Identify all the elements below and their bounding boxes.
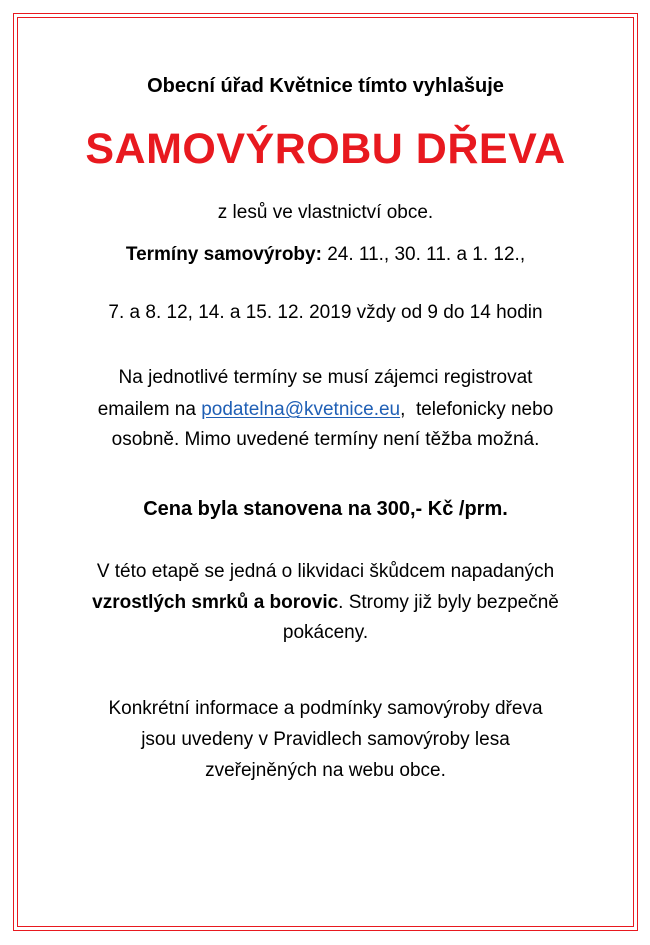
registration-line-2-before: emailem na: [97, 399, 202, 420]
info-line-3: zveřejněných na webu obce.: [205, 760, 446, 781]
dates-line-1: [17, 243, 634, 267]
price-line: Cena byla stanovena na 300,- Kč /prm.: [143, 498, 508, 520]
info-line-2: jsou uvedeny v Pravidlech samovýroby lesa: [141, 729, 510, 750]
registration-line-3: osobně. Mimo uvedené termíny není těžba možná.: [111, 429, 540, 450]
notice-content: [17, 17, 634, 927]
dates-line-1-rest: 24. 11., 30. 11. a 1. 12.,: [321, 244, 526, 265]
dates-line-2: 7. a 8. 12, 14. a 15. 12. 2019 vždy od 9 do 14 hodin: [108, 302, 543, 323]
notice-headline: SAMOVÝROBU DŘEVA: [85, 125, 566, 173]
email-link[interactable]: podatelna@kvetnice.eu: [201, 399, 401, 420]
notice-intro: Obecní úřad Květnice tímto vyhlašuje: [147, 75, 504, 97]
stage-line-3: pokáceny.: [282, 622, 369, 643]
stage-line-1: V této etapě se jedná o likvidaci škůdcem napadaných: [96, 561, 555, 582]
notice-subline: z lesů ve vlastnictví obce.: [217, 202, 434, 223]
stage-trees: vzrostlých smrků a borovic: [92, 592, 339, 613]
registration-line-1: Na jednotlivé termíny se musí zájemci registrovat: [118, 367, 533, 388]
stage-line-2: [17, 591, 634, 615]
dates-label: Termíny samovýroby:: [125, 244, 322, 265]
info-line-1: Konkrétní informace a podmínky samovýroby dřeva: [108, 698, 543, 719]
registration-line-2: [17, 398, 634, 422]
stage-line-2-rest: . Stromy již byly bezpečně: [338, 592, 559, 613]
registration-line-2-after: , telefonicky nebo: [400, 399, 554, 420]
